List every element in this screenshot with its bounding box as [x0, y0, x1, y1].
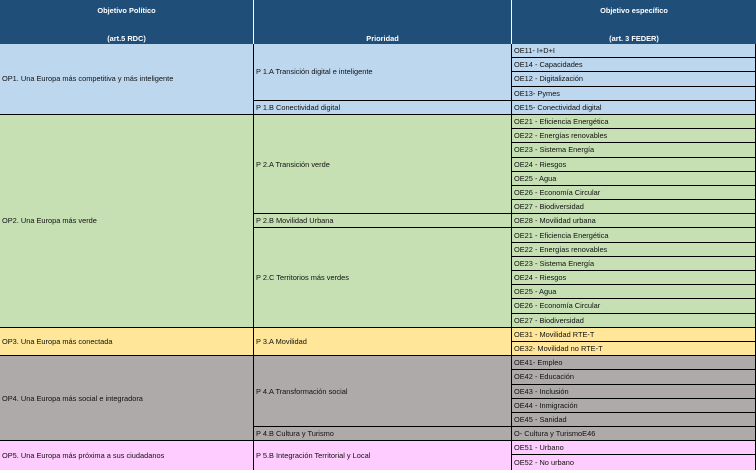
specific-objective: OE31 - Movilidad RTE-T — [512, 328, 756, 342]
priority-p1a: P 1.A Transición digital e inteligente — [254, 44, 512, 101]
specific-objective: OE26 - Economía Circular — [512, 186, 756, 200]
policy-objective-op3: OP3. Una Europa más conectada — [0, 328, 254, 356]
specific-objective: OE32- Movilidad no RTE-T — [512, 342, 756, 356]
header-specific-objective-title: Objetivo específico — [600, 6, 668, 15]
specific-objective: OE51 - Urbano — [512, 441, 756, 455]
specific-objective: OE21 - Eficiencia Energética — [512, 115, 756, 129]
priority-p1b: P 1.B Conectividad digital — [254, 101, 512, 115]
specific-objective: OE43 - Inclusión — [512, 385, 756, 399]
specific-objective: OE24 - Riesgos — [512, 271, 756, 285]
policy-objective-op4: OP4. Una Europa más social e integradora — [0, 356, 254, 441]
specific-objective: OE23 - Sistema Energía — [512, 143, 756, 157]
header-policy-objective-sub: (art.5 RDC) — [107, 34, 146, 43]
priority-p2c: P 2.C Territorios más verdes — [254, 228, 512, 327]
specific-objective: OE52 - No urbano — [512, 455, 756, 469]
priority-p5b: P 5.B Integración Territorial y Local — [254, 441, 512, 469]
specific-objective: OE42 - Educación — [512, 370, 756, 384]
specific-objective: OE15- Conectividad digital — [512, 101, 756, 115]
priority-p2a: P 2.A Transición verde — [254, 115, 512, 214]
specific-objective: OE25 - Agua — [512, 285, 756, 299]
header-priority — [254, 0, 512, 44]
specific-objective: OE27 - Biodiversidad — [512, 314, 756, 328]
specific-objective: OE22 - Energías renovables — [512, 243, 756, 257]
header-policy-objective — [0, 0, 254, 44]
policy-objective-op2: OP2. Una Europa más verde — [0, 115, 254, 328]
specific-objective: OE13- Pymes — [512, 87, 756, 101]
policy-objective-op1: OP1. Una Europa más competitiva y más inteligente — [0, 44, 254, 115]
header-specific-objective-sub: (art. 3 FEDER) — [609, 34, 659, 43]
specific-objective: OE24 - Riesgos — [512, 158, 756, 172]
priority-p4b: P 4.B Cultura y Turismo — [254, 427, 512, 441]
specific-objective: OE28 - Movilidad urbana — [512, 214, 756, 228]
header-policy-objective-title: Objetivo Político — [97, 6, 156, 15]
priority-p2b: P 2.B Movilidad Urbana — [254, 214, 512, 228]
specific-objective: OE26 - Economía Circular — [512, 299, 756, 313]
specific-objective: OE12 - Digitalización — [512, 72, 756, 86]
specific-objective: OE23 - Sistema Energía — [512, 257, 756, 271]
specific-objective: OE25 - Agua — [512, 172, 756, 186]
priority-p3a: P 3.A Movilidad — [254, 328, 512, 356]
header-priority-title: Prioridad — [366, 34, 399, 43]
specific-objective: OE11- I+D+I — [512, 44, 756, 58]
specific-objective: OE22 - Energías renovables — [512, 129, 756, 143]
specific-objective: OE27 - Biodiversidad — [512, 200, 756, 214]
policy-objective-op5: OP5. Una Europa más próxima a sus ciudadanos — [0, 441, 254, 469]
specific-objective: OE41- Empleo — [512, 356, 756, 370]
specific-objective: OE21 - Eficiencia Energética — [512, 228, 756, 242]
header-specific-objective — [512, 0, 756, 44]
priority-p4a: P 4.A Transformación social — [254, 356, 512, 427]
specific-objective: OE44 - Inmigración — [512, 399, 756, 413]
specific-objective: O- Cultura y TurismoE46 — [512, 427, 756, 441]
specific-objective: OE45 - Sanidad — [512, 413, 756, 427]
specific-objective: OE14 - Capacidades — [512, 58, 756, 72]
